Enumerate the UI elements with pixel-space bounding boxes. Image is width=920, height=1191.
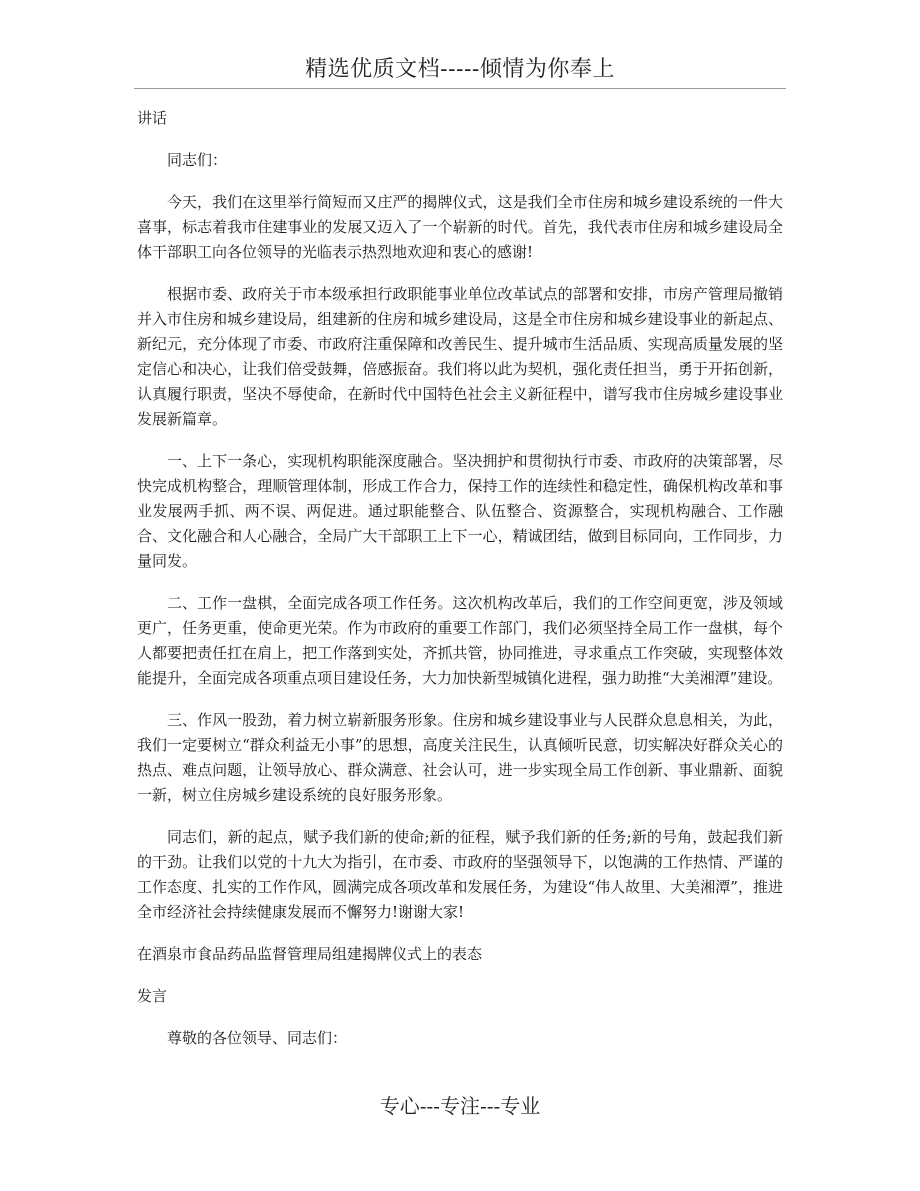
second-speech-title-cont: 发言 (137, 987, 168, 1005)
page-header-title: 精选优质文档-----倾情为你奉上 (305, 57, 615, 82)
paragraph-point-one: 一、上下一条心，实现机构职能深度融合。坚决拥护和贯彻执行市委、市政府的决策部署，尽快完成机构整合，理顺管理体制，形成工作合力，保持工作的连续性和稳定性，确保机构改革和事业发展两手抓、两不误、两促进。通过职能整合、队伍整合、资源整合，实现机构融合、工作融合、文化融合和人心融合，全局广大干部职工上下一心，精诚团结，做到目标同向，工作同步，力量同发。 (137, 452, 783, 570)
second-speech-salutation: 尊敬的各位领导、同志们： (167, 1029, 348, 1047)
document-body (137, 106, 783, 1068)
second-speech-title: 在酒泉市食品药品监督管理局组建揭牌仪式上的表态 (137, 945, 483, 963)
salutation: 同志们： (167, 151, 228, 169)
paragraph-point-two: 二、工作一盘棋，全面完成各项工作任务。这次机构改革后，我们的工作空间更宽，涉及领域更广，任务更重，使命更光荣。作为市政府的重要工作部门，我们必须坚持全局工作一盘棋，每个人都要把责任扛在肩上，把工作落到实处，齐抓共管，协同推进，寻求重点工作突破，实现整体效能提升，全面完成各项重点项目建设任务，大力加快新型城镇化进程，强力助推“大美湘潭”建设。 (137, 594, 783, 687)
page-footer-text: 专心---专注---专业 (379, 1094, 541, 1118)
paragraph-point-three: 三、作风一股劲，着力树立崭新服务形象。住房和城乡建设事业与人民群众息息相关，为此，我们一定要树立“群众利益无小事”的思想，高度关注民生，认真倾听民意，切实解决好群众关心的热点、难点问题，让领导放心、群众满意、社会认可，进一步实现全局工作创新、事业鼎新、面貌一新，树立住房城乡建设系统的良好服务形象。 (137, 711, 783, 804)
header-divider (134, 88, 786, 89)
paragraph-closing: 同志们，新的起点，赋予我们新的使命;新的征程，赋予我们新的任务;新的号角，鼓起我们新的干劲。让我们以党的十九大为指引，在市委、市政府的坚强领导下，以饱满的工作热情、严谨的工作态度、扎实的工作作风，圆满完成各项改革和发展任务，为建设“伟人故里、大美湘潭”，推进全市经济社会持续健康发展而不懈努力!谢谢大家! (137, 828, 783, 921)
paragraph-background: 根据市委、政府关于市本级承担行政职能事业单位改革试点的部署和安排，市房产管理局撤销并入市住房和城乡建设局，组建新的住房和城乡建设局，这是全市住房和城乡建设事业的新起点、新纪元，充分体现了市委、市政府注重保障和改善民生、提升城市生活品质、实现高质量发展的坚定信心和决心，让我们倍受鼓舞，倍感振奋。我们将以此为契机，强化责任担当，勇于开拓创新，认真履行职责，坚决不辱使命，在新时代中国特色社会主义新征程中，谱写我市住房城乡建设事业发展新篇章。 (137, 285, 783, 428)
paragraph-opening: 今天，我们在这里举行简短而又庄严的揭牌仪式，这是我们全市住房和城乡建设系统的一件大喜事，标志着我市住建事业的发展又迈入了一个崭新的时代。首先，我代表市住房和城乡建设局全体干部职工向各位领导的光临表示热烈地欢迎和衷心的感谢! (137, 193, 783, 261)
heading-fragment: 讲话 (137, 109, 168, 127)
